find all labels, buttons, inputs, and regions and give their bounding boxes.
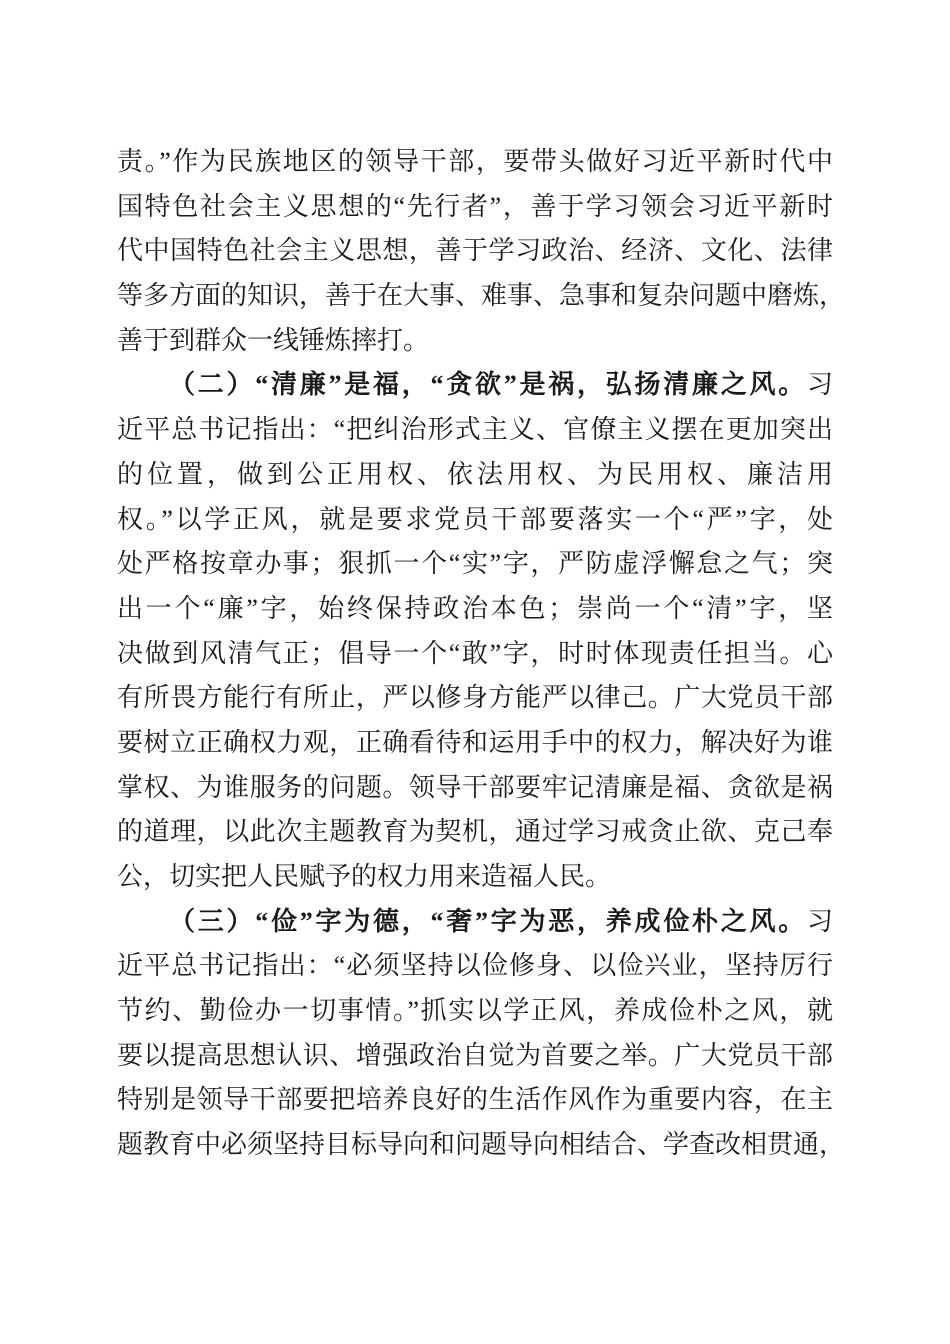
text-line <box>117 810 833 855</box>
text-run: 题教育中必须坚持目标导向和问题导向相结合、学查改相贯通， <box>117 1130 846 1160</box>
text-line <box>117 319 833 364</box>
text-line <box>117 900 833 945</box>
text-line <box>117 632 833 677</box>
text-run: 近平总书记指出：“必须坚持以俭修身、以俭兴业，坚持厉行 <box>117 951 833 981</box>
text-line <box>117 229 833 274</box>
text-line <box>117 1123 846 1168</box>
text-line <box>117 274 846 319</box>
text-run: 的位置，做到公正用权、依法用权、为民用权、廉洁用 <box>117 459 833 489</box>
text-run: 要以提高思想认识、增强政治自觉为首要之举。广大党员干部 <box>117 1040 833 1070</box>
text-line <box>117 587 833 632</box>
text-line <box>117 855 833 900</box>
text-run: 习 <box>806 906 833 936</box>
text-line <box>117 408 833 453</box>
text-run: 等多方面的知识，善于在大事、难事、急事和复杂问题中磨炼， <box>117 281 846 311</box>
text-line <box>117 140 833 185</box>
text-run: 特别是领导干部要把培养良好的生活作风作为重要内容，在主 <box>117 1085 833 1115</box>
text-run: 出一个“廉”字，始终保持政治本色；崇尚一个“清”字，坚 <box>117 593 833 623</box>
text-line <box>117 721 833 766</box>
text-line <box>117 498 833 543</box>
text-run: 掌权、为谁服务的问题。领导干部要牢记清廉是福、贪欲是祸 <box>117 772 833 802</box>
text-line <box>117 944 833 989</box>
text-line <box>117 676 833 721</box>
text-line <box>117 766 833 811</box>
text-run: 节约、勤俭办一切事情。”抓实以学正风，养成俭朴之风，就 <box>117 996 833 1026</box>
text-line <box>117 185 833 230</box>
text-line <box>117 989 833 1034</box>
text-run: 的道理，以此次主题教育为契机，通过学习戒贪止欲、克己奉 <box>117 817 833 847</box>
text-run: 近平总书记指出：“把纠治形式主义、官僚主义摆在更加突出 <box>117 415 833 445</box>
text-run: 责。”作为民族地区的领导干部，要带头做好习近平新时代中 <box>117 147 833 176</box>
text-run: 公，切实把人民赋予的权力用来造福人民。 <box>117 862 612 891</box>
section-heading-run: （三）“俭”字为德，“奢”字为恶，养成俭朴之风。 <box>169 906 807 936</box>
section-heading-run: （二）“清廉”是福，“贪欲”是祸，弘扬清廉之风。 <box>169 370 807 400</box>
text-run: 国特色社会主义思想的“先行者”，善于学习领会习近平新时 <box>117 191 833 221</box>
text-run: 权。”以学正风，就是要求党员干部要落实一个“严”字，处 <box>117 504 833 534</box>
text-run: 要树立正确权力观，正确看待和运用手中的权力，解决好为谁 <box>117 727 833 757</box>
text-line <box>117 542 833 587</box>
text-run: 决做到风清气正；倡导一个“敢”字，时时体现责任担当。心 <box>117 638 833 668</box>
text-run: 善于到群众一线锤炼摔打。 <box>117 325 430 355</box>
text-run: 习 <box>806 370 833 400</box>
text-run: 代中国特色社会主义思想，善于学习政治、经济、文化、法律 <box>117 236 833 266</box>
text-line <box>117 453 833 498</box>
text-run: 处严格按章办事；狠抓一个“实”字，严防虚浮懈怠之气；突 <box>117 549 833 579</box>
text-line <box>117 363 833 408</box>
text-run: 有所畏方能行有所止，严以修身方能严以律己。广大党员干部 <box>117 683 833 713</box>
text-line <box>117 1034 833 1079</box>
document-body <box>117 140 846 1168</box>
text-line <box>117 1078 833 1123</box>
